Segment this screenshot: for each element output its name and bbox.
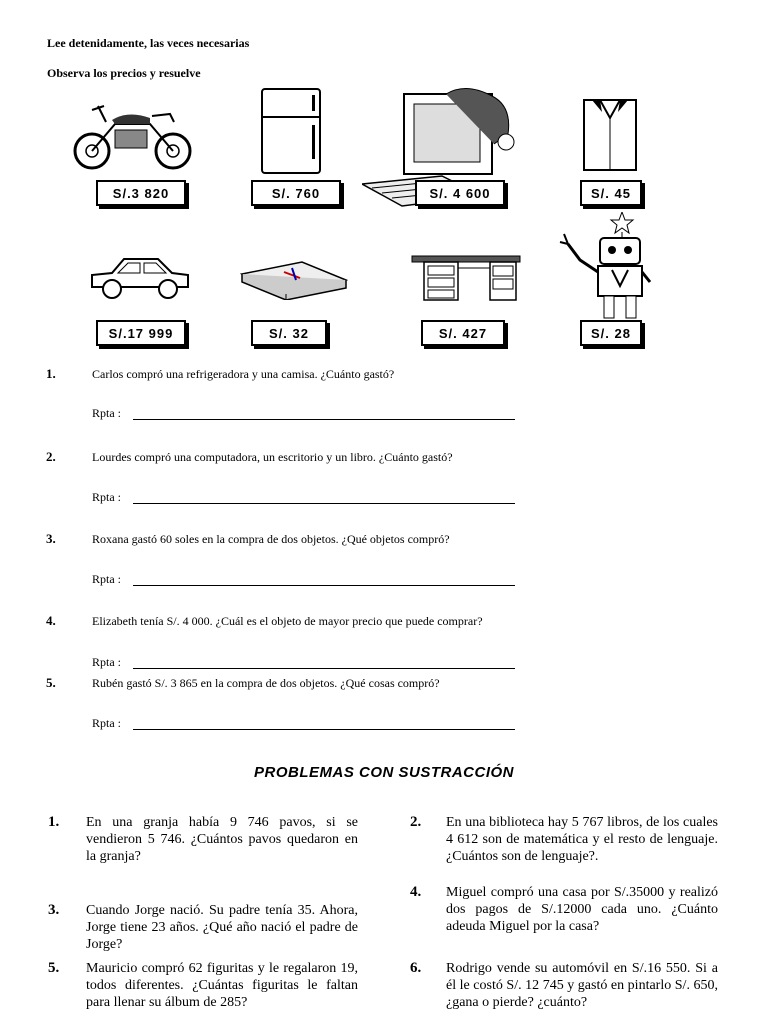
instruction-read: Lee detenidamente, las veces necesarias	[47, 36, 250, 50]
question-text: Lourdes compró una computadora, un escritorio y un libro. ¿Cuánto gastó?	[92, 450, 453, 464]
question-text: Rubén gastó S/. 3 865 en la compra de dos objetos. ¿Qué cosas compró?	[92, 676, 440, 690]
problem-text: Mauricio compró 62 figuritas y le regalaron 19, todos diferentes. ¿Cuántas figuritas le faltan para llenar su álbum de 285?	[86, 961, 358, 1010]
answer-label: Rpta :	[92, 406, 121, 420]
answer-label: Rpta :	[92, 655, 121, 669]
question-text: Carlos compró una refrigeradora y una camisa. ¿Cuánto gastó?	[92, 367, 395, 381]
answer-line[interactable]	[133, 729, 515, 730]
price-tag-motorcycle: S/.3 820	[96, 180, 186, 206]
car-icon	[88, 253, 192, 301]
problem-text: Miguel compró una casa por S/.35000 y realizó dos pagos de S/.12000 cada uno. ¿Cuánto adeuda Miguel por la casa?	[446, 885, 718, 934]
price-tag-refrigerator: S/. 760	[251, 180, 341, 206]
answer-line[interactable]	[133, 419, 515, 420]
refrigerator-icon	[260, 87, 322, 175]
robot-icon	[552, 212, 652, 320]
answer-label: Rpta :	[92, 716, 121, 730]
price-tag-robot: S/. 28	[580, 320, 642, 346]
price-tag-desk: S/. 427	[421, 320, 505, 346]
problem-text: En una granja había 9 746 pavos, si se vendieron 5 746. ¿Cuántos pavos quedaron en la granja?	[86, 815, 358, 864]
problem-text: En una biblioteca hay 5 767 libros, de los cuales 4 612 son de matemática y el resto de lenguaje. ¿Cuántos son de lenguaje?.	[446, 815, 718, 864]
problem-text: Cuando Jorge nació. Su padre tenía 35. Ahora, Jorge tiene 23 años. ¿Qué año nació el padre de Jorge?	[86, 903, 358, 952]
price-tag-computer: S/. 4 600	[415, 180, 505, 206]
book-icon	[240, 258, 348, 300]
problem-number: 5.	[48, 960, 60, 976]
question-text: Roxana gastó 60 soles en la compra de dos objetos. ¿Qué objetos compró?	[92, 532, 450, 546]
price-tag-book: S/. 32	[251, 320, 327, 346]
price-tag-car: S/.17 999	[96, 320, 186, 346]
answer-label: Rpta :	[92, 490, 121, 504]
answer-line[interactable]	[133, 668, 515, 669]
question-number: 2.	[46, 449, 56, 464]
problem-text: Rodrigo vende su automóvil en S/.16 550. Si a él le costó S/. 12 745 y gastó en pintarlo S/. 650, ¿gana o pierde? ¿cuánto?	[446, 961, 718, 1010]
question-number: 3.	[46, 531, 56, 546]
answer-line[interactable]	[133, 585, 515, 586]
shirt-icon	[582, 96, 638, 172]
question-number: 5.	[46, 675, 56, 690]
instruction-observe: Observa los precios y resuelve	[47, 66, 201, 80]
problem-number: 4.	[410, 884, 422, 900]
problem-number: 1.	[48, 814, 60, 830]
section-title: PROBLEMAS CON SUSTRACCIÓN	[253, 764, 514, 781]
question-number: 4.	[46, 613, 56, 628]
question-number: 1.	[46, 366, 56, 381]
question-text: Elizabeth tenía S/. 4 000. ¿Cuál es el objeto de mayor precio que puede comprar?	[92, 614, 483, 628]
answer-label: Rpta :	[92, 572, 121, 586]
problem-number: 3.	[48, 902, 60, 918]
motorcycle-icon	[70, 96, 195, 171]
price-tag-shirt: S/. 45	[580, 180, 642, 206]
problem-number: 6.	[410, 960, 422, 976]
answer-line[interactable]	[133, 503, 515, 504]
desk-icon	[410, 248, 522, 302]
problem-number: 2.	[410, 814, 422, 830]
